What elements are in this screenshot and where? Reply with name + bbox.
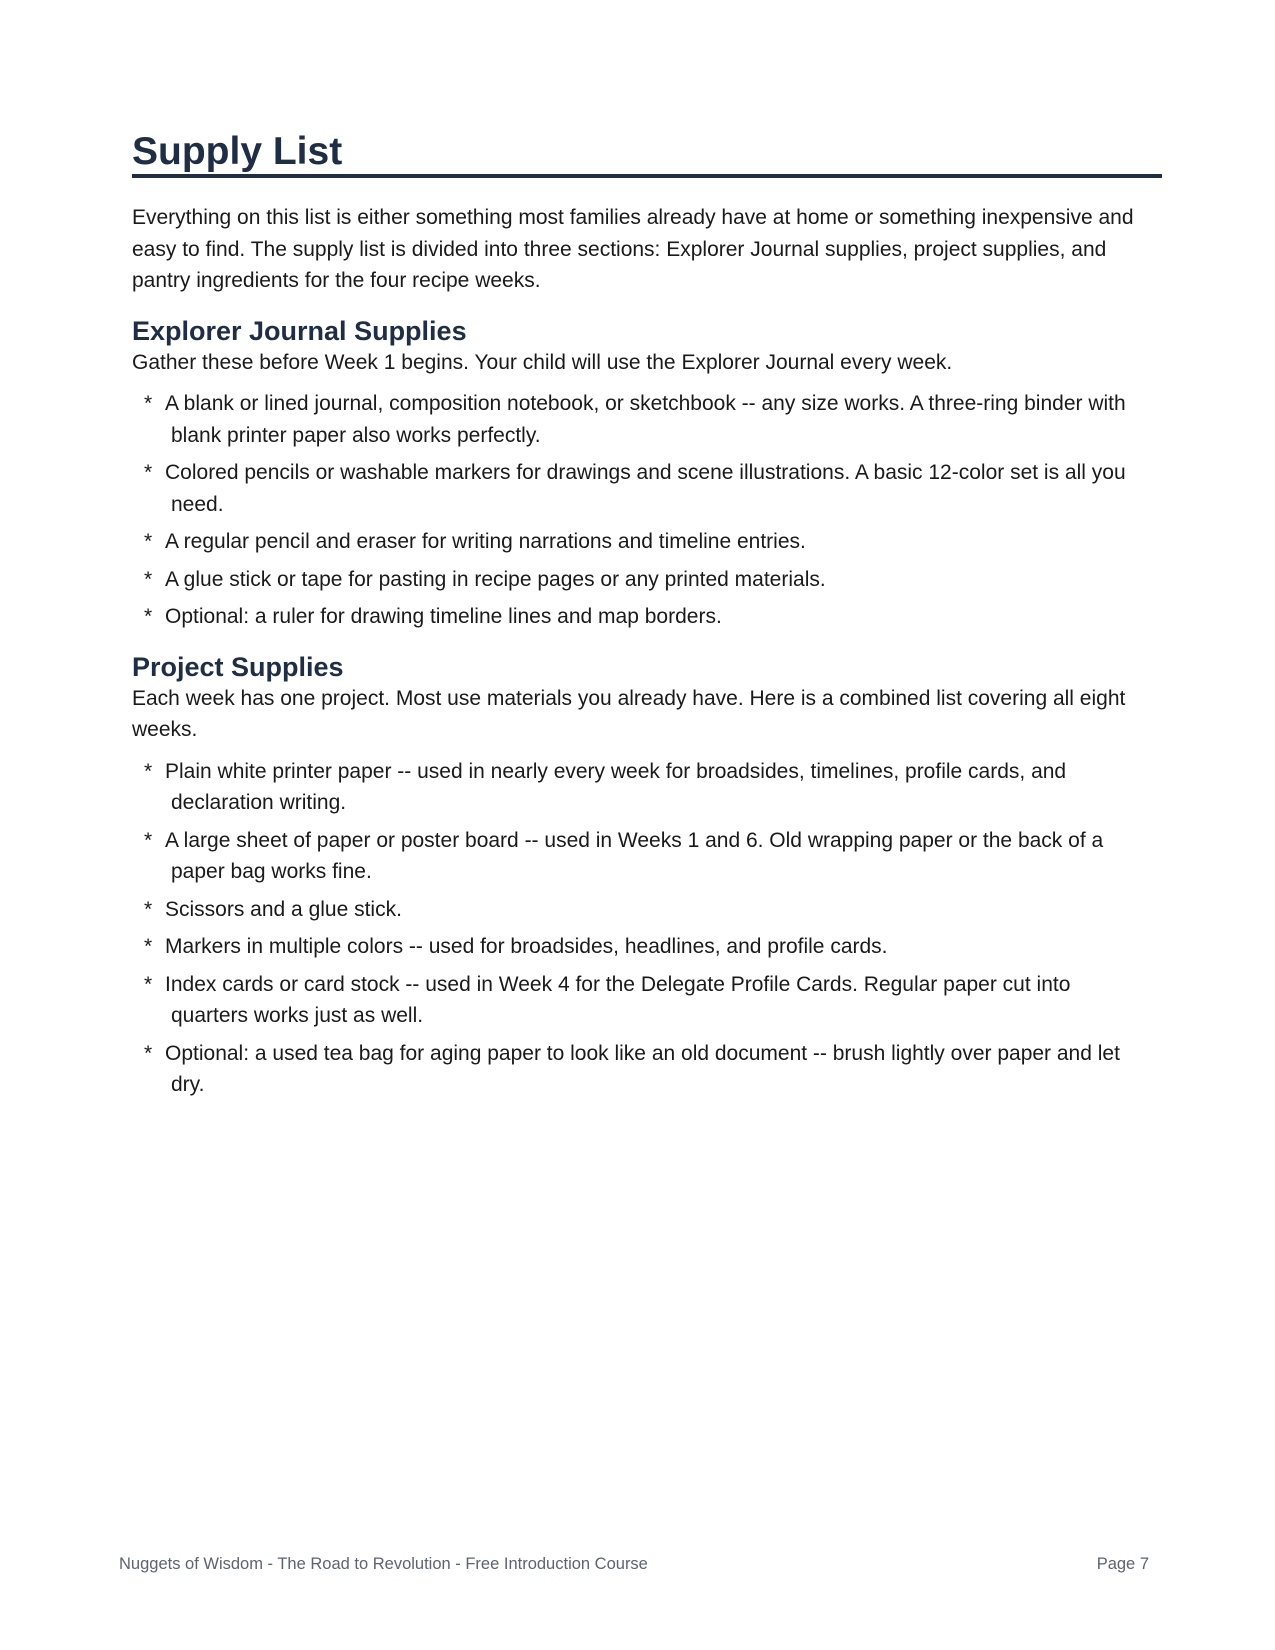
list-item xyxy=(132,457,1127,520)
bullet-marker: * xyxy=(144,567,153,591)
list-item-text: A regular pencil and eraser for writing narrations and timeline entries. xyxy=(165,530,806,553)
list-item xyxy=(132,388,1127,451)
list-item xyxy=(132,756,1127,819)
list-item xyxy=(132,969,1127,1032)
bullet-marker: * xyxy=(144,828,153,852)
list-item-text: Optional: a ruler for drawing timeline lines and map borders. xyxy=(165,605,722,628)
bullet-marker: * xyxy=(144,392,153,415)
list-item-text: Markers in multiple colors -- used for broadsides, headlines, and profile cards. xyxy=(165,935,888,958)
page-title: Supply List xyxy=(132,130,1162,178)
section-heading-explorer-journal: Explorer Journal Supplies xyxy=(132,315,467,346)
intro-paragraph: Everything on this list is either something most families already have at home or something inexpensive and easy to find. The supply list is divided into three sections: Explorer Journal supplies, project supplies, and pantry ingredients for the four recipe weeks. xyxy=(132,206,1134,292)
list-item-text: Optional: a used tea bag for aging paper to look like an old document -- brush lightly over paper and let dry. xyxy=(165,1041,1120,1096)
bullet-marker: * xyxy=(144,605,153,628)
list-item xyxy=(132,894,1127,926)
bullet-marker: * xyxy=(144,897,153,921)
bullet-marker: * xyxy=(144,461,153,484)
bullet-marker: * xyxy=(144,530,153,553)
list-item-text: A glue stick or tape for pasting in recipe pages or any printed materials. xyxy=(165,567,826,591)
footer-course-title: Nuggets of Wisdom - The Road to Revolution - Free Introduction Course xyxy=(119,1555,648,1573)
bullet-marker: * xyxy=(144,759,153,783)
list-item-text: Plain white printer paper -- used in nearly every week for broadsides, timelines, profile cards, and declaration writing. xyxy=(165,759,1067,814)
bullet-marker: * xyxy=(144,1041,153,1065)
list-item xyxy=(132,564,1127,596)
list-item-text: Colored pencils or washable markers for drawings and scene illustrations. A basic 12-color set is all you need. xyxy=(165,461,1126,516)
section-description-explorer-journal: Gather these before Week 1 begins. Your child will use the Explorer Journal every week. xyxy=(132,350,953,374)
page-content xyxy=(132,130,1162,1107)
section-heading-project-supplies: Project Supplies xyxy=(132,651,344,682)
list-item-text: Scissors and a glue stick. xyxy=(165,897,402,921)
list-item xyxy=(132,601,1127,633)
list-item xyxy=(132,526,1127,558)
list-item-text: A blank or lined journal, composition notebook, or sketchbook -- any size works. A three-ring binder with blank printer paper also works perfectly. xyxy=(165,392,1126,447)
list-item xyxy=(132,825,1127,888)
list-item-text: Index cards or card stock -- used in Week 4 for the Delegate Profile Cards. Regular paper cut into quarters works just as well. xyxy=(165,972,1071,1027)
list-item-text: A large sheet of paper or poster board -- used in Weeks 1 and 6. Old wrapping paper or the back of a paper bag works fine. xyxy=(165,828,1104,883)
bullet-marker: * xyxy=(144,935,153,958)
bullet-marker: * xyxy=(144,972,153,996)
section-description-project-supplies: Each week has one project. Most use materials you already have. Here is a combined list covering all eight weeks. xyxy=(132,686,1126,741)
explorer-journal-supply-list xyxy=(132,388,1162,633)
list-item xyxy=(132,1038,1127,1101)
project-supply-list xyxy=(132,756,1162,1101)
footer-page-number: Page 7 xyxy=(1096,1555,1149,1573)
list-item xyxy=(132,931,1127,963)
